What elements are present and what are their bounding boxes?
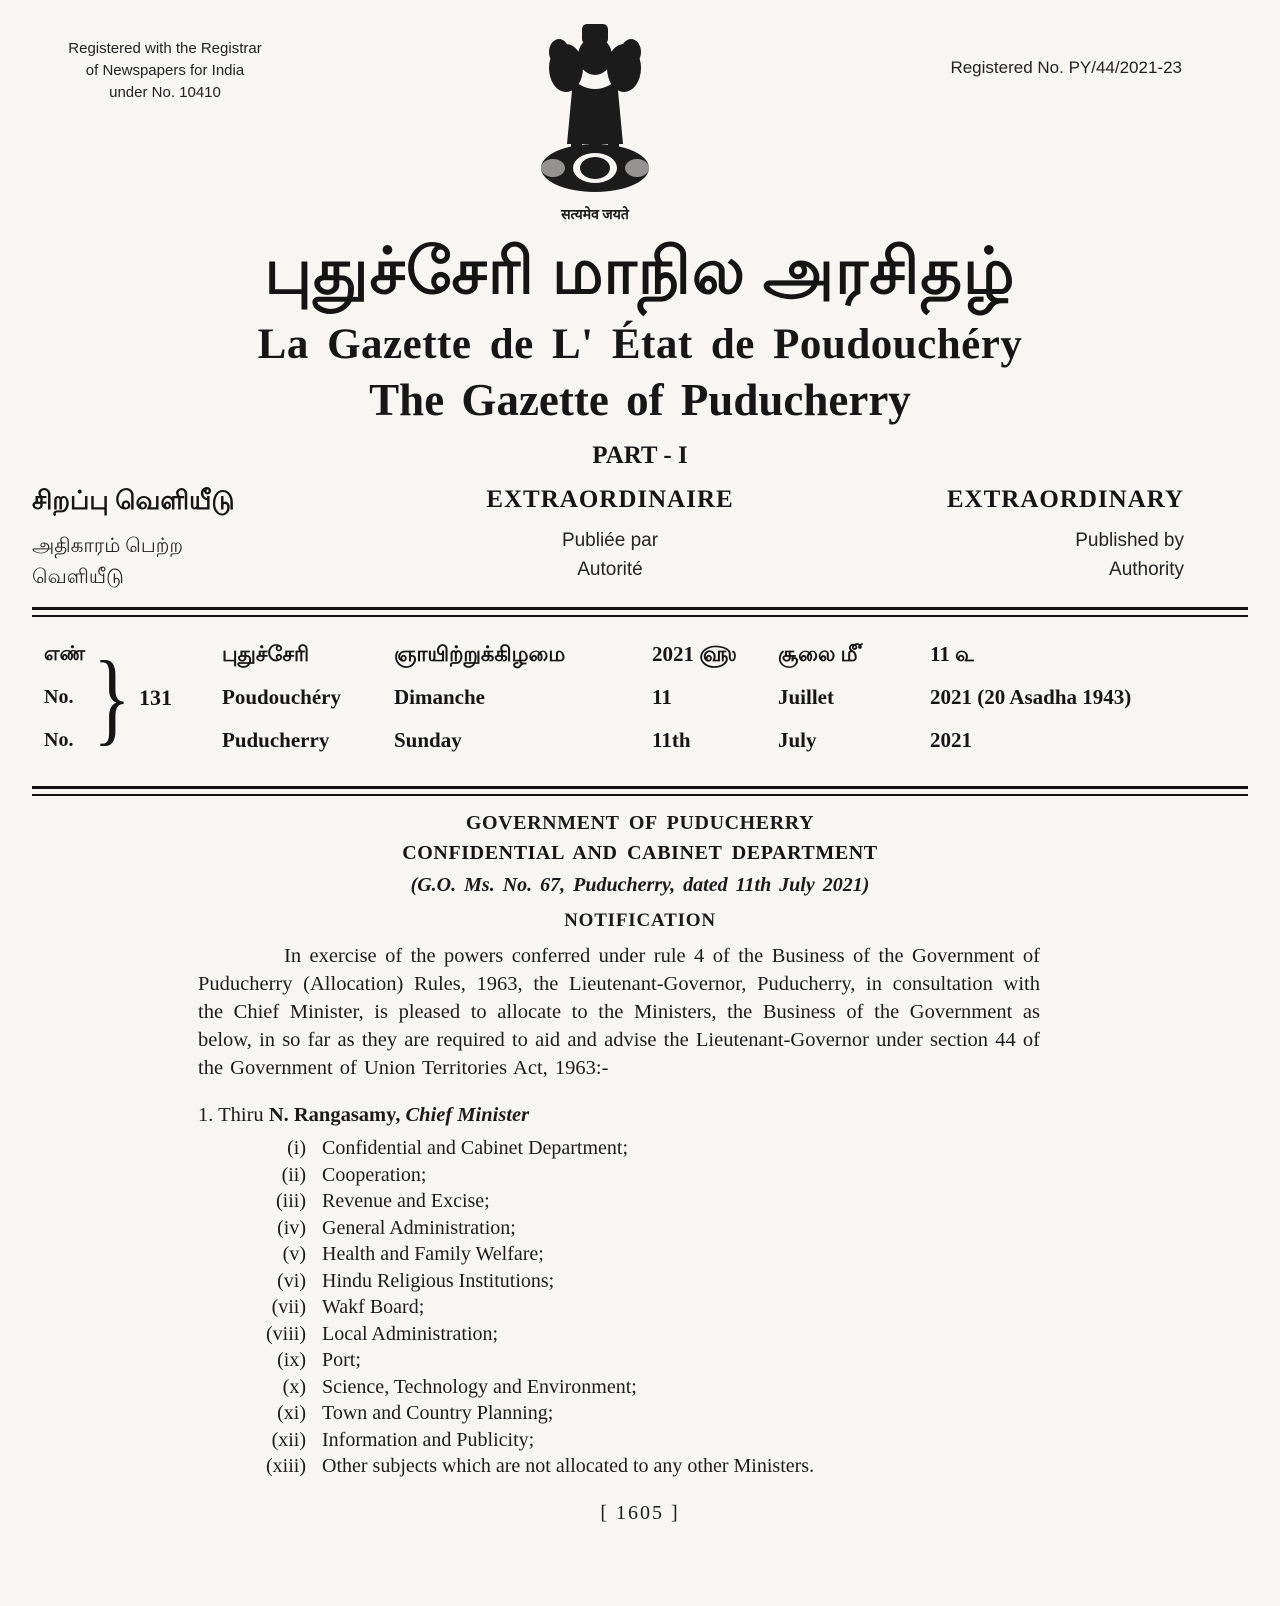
issue-month-column [778,633,930,762]
allocation-text: Local Administration; [322,1322,499,1345]
edition-french-main: EXTRAORDINAIRE [486,486,734,513]
page-number: [ 1605 ] [600,1501,680,1524]
issue-number-label: No. [44,729,74,751]
edition-english-main: EXTRAORDINARY [946,486,1184,513]
registration-note-line: of Newspapers for India [85,62,245,79]
allocation-item [198,1241,1280,1268]
allocation-item [198,1268,1280,1295]
gazette-title-tamil: புதுச்சேரி மாநில அரசிதழ் [264,236,1016,307]
notification-heading: NOTIFICATION [564,910,716,931]
allocation-text: Town and Country Planning; [322,1402,554,1424]
edition-english-sub-line: Authority [1109,559,1184,580]
issue-number-column [44,633,222,762]
horizontal-rule-top [32,607,1248,617]
emblem-block [330,22,860,224]
issue-month-english: July [778,728,817,752]
allocation-numeral: (xi) [277,1402,306,1424]
allocation-numeral: (vii) [271,1296,306,1318]
allocation-numeral: (ii) [281,1163,306,1186]
edition-french-sub-line: Autorité [577,559,643,580]
allocation-numeral: (v) [282,1243,306,1265]
edition-french [360,486,860,593]
allocation-text: Health and Family Welfare; [322,1243,544,1265]
edition-tamil-sub [32,531,360,593]
issue-year-tamil: 11 ௳ [930,642,974,666]
registration-note-line: Registered with the Registrar [68,40,262,57]
allocation-numeral: (vi) [277,1269,306,1292]
department-block [0,812,1280,932]
allocation-numeral: (i) [287,1137,306,1159]
allocation-item [198,1374,1280,1401]
allocation-numeral: (xii) [271,1428,306,1451]
emblem-motto: सत्यमेव जयते [561,208,629,223]
allocation-item [198,1162,1280,1189]
edition-english-sub-line: Published by [1075,530,1184,551]
allocation-item [198,1321,1280,1348]
allocation-text: Confidential and Cabinet Department; [322,1137,629,1159]
issue-table [0,617,1280,772]
issue-day-english: Sunday [394,728,462,752]
national-emblem-icon [529,22,661,204]
allocation-numeral: (viii) [266,1322,306,1345]
allocation-text: Information and Publicity; [322,1428,535,1451]
allocation-numeral: (iv) [277,1216,306,1239]
allocation-item [198,1215,1280,1242]
issue-place-column [222,633,394,762]
allocation-text: Wakf Board; [322,1296,425,1318]
issue-place-french: Poudouchéry [222,685,342,709]
issue-date-column [652,633,778,762]
part-heading: PART - I [592,442,688,469]
allocation-item [198,1453,1280,1480]
issue-number-label: எண் [44,643,86,665]
edition-french-sub-line: Publiée par [561,530,659,551]
edition-tamil-main: சிறப்பு வெளியீடு [32,486,235,515]
allocation-numeral: (x) [282,1375,306,1398]
minister-title: Chief Minister [405,1104,530,1126]
government-heading: GOVERNMENT OF PUDUCHERRY [465,812,815,834]
allocation-item [198,1400,1280,1427]
minister-index-prefix: 1. Thiru [198,1104,269,1126]
issue-number-labels [44,633,85,762]
issue-date-english: 11th [652,728,691,752]
allocation-text: Cooperation; [322,1163,427,1186]
issue-year-english: 2021 [930,728,972,752]
edition-english [860,486,1280,593]
edition-french-sub [360,526,860,584]
registration-note [0,38,330,104]
allocation-text: General Administration; [322,1216,516,1239]
edition-tamil [0,486,360,593]
allocation-text: Hindu Religious Institutions; [322,1269,555,1292]
issue-year-column [930,633,1240,762]
edition-row [0,486,1280,593]
allocation-item [198,1347,1280,1374]
minister-heading [198,1104,1280,1127]
gazette-title-english: The Gazette of Puducherry [369,375,911,425]
issue-date-french: 11 [652,685,672,709]
allocation-item [198,1135,1280,1162]
registration-number: Registered No. PY/44/2021-23 [950,58,1182,77]
issue-number-label: No. [44,686,74,708]
edition-tamil-sub-line: வெளியீடு [32,566,124,588]
gazette-title-french: La Gazette de L' État de Poudouchéry [257,321,1023,368]
issue-day-tamil: ஞாயிற்றுக்கிழமை [394,642,566,666]
issue-place-tamil: புதுச்சேரி [222,642,310,666]
allocation-numeral: (ix) [277,1349,306,1371]
page-header [0,0,1280,224]
brace-glyph: } [93,640,131,755]
allocation-text: Other subjects which are not allocated to any other Ministers. [322,1455,815,1477]
allocation-item [198,1427,1280,1454]
edition-english-sub [860,526,1184,584]
allocation-item [198,1294,1280,1321]
government-order-reference: (G.O. Ms. No. 67, Puducherry, dated 11th July 2021) [410,874,870,896]
allocation-numeral: (xiii) [266,1455,306,1477]
allocation-numeral: (iii) [276,1190,306,1212]
issue-month-french: Juillet [778,685,834,709]
notification-body: In exercise of the powers conferred under rule 4 of the Business of the Government of Puducherry (Allocation) Rules, 1963, the Lieutenant-Governor, Puducherry, in consultation with the Chief Minister, is pleased to allocate to the Ministers, the Business of the Government as below, in so far as they are required to aid and advise the Lieutenant-Governor under section 44 of the Government of Union Territories Act, 1963:- [198,945,1040,1079]
allocation-item [198,1188,1280,1215]
horizontal-rule-bottom [32,786,1248,796]
department-heading: CONFIDENTIAL AND CABINET DEPARTMENT [402,842,878,864]
edition-tamil-sub-line: அதிகாரம் பெற்ற [32,535,183,557]
issue-date-tamil: 2021 ௵ [652,642,737,666]
allocation-text: Port; [322,1349,361,1371]
issue-year-saka: 2021 (20 Asadha 1943) [930,685,1132,709]
issue-place-english: Puducherry [222,728,330,752]
issue-day-french: Dimanche [394,685,485,709]
registration-note-line: under No. 10410 [109,84,221,101]
issue-number-value: 131 [138,685,172,710]
allocation-list [198,1135,1280,1480]
minister-name: N. Rangasamy, [268,1104,406,1126]
allocation-text: Revenue and Excise; [322,1190,490,1212]
issue-day-column [394,633,652,762]
issue-month-tamil: சூலை ௴ [778,642,863,666]
allocation-text: Science, Technology and Environment; [322,1375,637,1398]
